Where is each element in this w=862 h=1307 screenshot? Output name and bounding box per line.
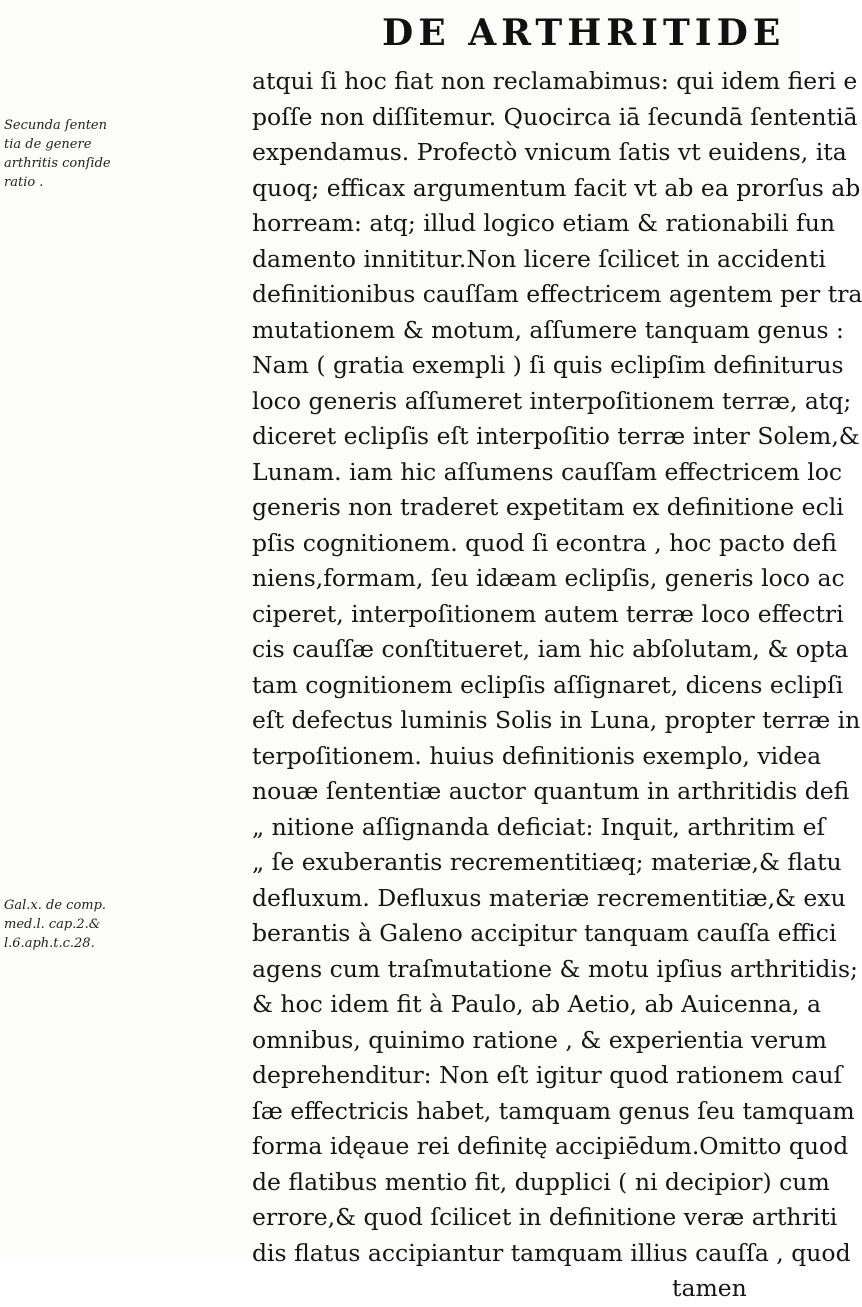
text-line: tam cognitionem eclipſis aſſignaret, dicens eclipſi	[252, 670, 844, 699]
margin-note-galen-citation	[4, 896, 106, 953]
text-line: berantis à Galeno accipitur tanquam cauſſa effici	[252, 919, 837, 947]
text-line: diceret eclipſis eſt interpoſitio terræ inter Solem,&	[252, 422, 860, 450]
text-line: quoq; efficax argumentum facit vt ab ea prorſus ab	[252, 173, 861, 202]
text-line: generis non traderet expetitam ex definitione ecli	[252, 493, 844, 521]
running-head: DE ARTHRITIDE	[382, 12, 786, 54]
catchword: tamen	[672, 1274, 747, 1302]
text-line: pſis cognitionem. quod ſi econtra , hoc pacto defi	[252, 528, 837, 557]
text-line: agens cum traſmutatione & motu ipſius arthritidis;	[252, 954, 858, 983]
margin-note-line: med.l. cap.2.&	[4, 917, 101, 932]
text-line: forma idęaue rei definitę accipiēdum.Omitto quod	[252, 1132, 849, 1160]
margin-note-secunda-sententia	[4, 116, 111, 192]
text-line: & hoc idem fit à Paulo, ab Aetio, ab Auicenna, a	[252, 990, 821, 1018]
text-line: „ ſe exuberantis recrementitiæq; materiæ,& flatu	[252, 848, 842, 876]
text-line: eſt defectus luminis Solis in Luna, propter terræ in	[252, 706, 861, 734]
text-line: damento innititur.Non licere ſcilicet in accidenti	[252, 244, 826, 273]
text-line: mutationem & motum, aſſumere tanquam genus :	[252, 315, 844, 344]
text-line: ciperet, interpoſitionem autem terræ loco effectri	[252, 599, 844, 628]
text-line: „ nitione aſſignanda deficiat: Inquit, arthritim eſ	[252, 812, 826, 841]
margin-note-line: arthritis conſide	[4, 156, 111, 171]
text-line: de flatibus mentio fit, dupplici ( ni decipior) cum	[252, 1167, 830, 1196]
text-line: poſſe non diſſitemur. Quocirca iā ſecundā ſententiā	[252, 102, 858, 131]
margin-note-line: Gal.x. de comp.	[4, 898, 107, 913]
body-text	[252, 64, 862, 1307]
text-line: terpoſitionem. huius definitionis exemplo, videa	[252, 741, 822, 770]
text-line: definitionibus cauſſam effectricem agentem per tra	[252, 280, 862, 308]
text-line: dis flatus accipiantur tamquam illius cauſſa , quod	[252, 1238, 851, 1267]
text-line: expendamus. Profectò vnicum ſatis vt euidens, ita	[252, 138, 847, 166]
text-line: defluxum. Defluxus materiæ recrementitiæ,& exu	[252, 883, 846, 912]
text-line: nouæ ſententiæ auctor quantum in arthritidis defi	[252, 777, 850, 805]
text-line: errore,& quod ſcilicet in definitione veræ arthriti	[252, 1203, 838, 1231]
text-line: ſæ effectricis habet, tamquam genus ſeu tamquam	[252, 1096, 855, 1125]
text-line: loco generis aſſumeret interpoſitionem terræ, atq;	[252, 386, 852, 415]
text-line: cis cauſſæ conſtitueret, iam hic abſolutam, & opta	[252, 635, 849, 663]
margin-note-line: Secunda ſenten	[4, 118, 107, 133]
text-line: deprehenditur: Non eſt igitur quod rationem cauſ	[252, 1061, 843, 1089]
text-line: Nam ( gratia exempli ) ſi quis eclipſim definiturus	[252, 351, 844, 379]
margin-note-line: tia de genere	[4, 137, 92, 152]
text-line: atqui ſi hoc fiat non reclamabimus: qui idem fieri e	[252, 67, 858, 95]
text-line: horream: atq; illud logico etiam & rationabili fun	[252, 209, 835, 237]
margin-note-line: l.6.aph.t.c.28.	[4, 936, 95, 951]
text-line: omnibus, quinimo ratione , & experientia verum	[252, 1025, 827, 1054]
text-line: niens,formam, ſeu idæam eclipſis, generis loco ac	[252, 564, 845, 592]
text-line: Lunam. iam hic aſſumens cauſſam effectricem loc	[252, 457, 843, 486]
margin-note-line: ratio .	[4, 175, 44, 190]
